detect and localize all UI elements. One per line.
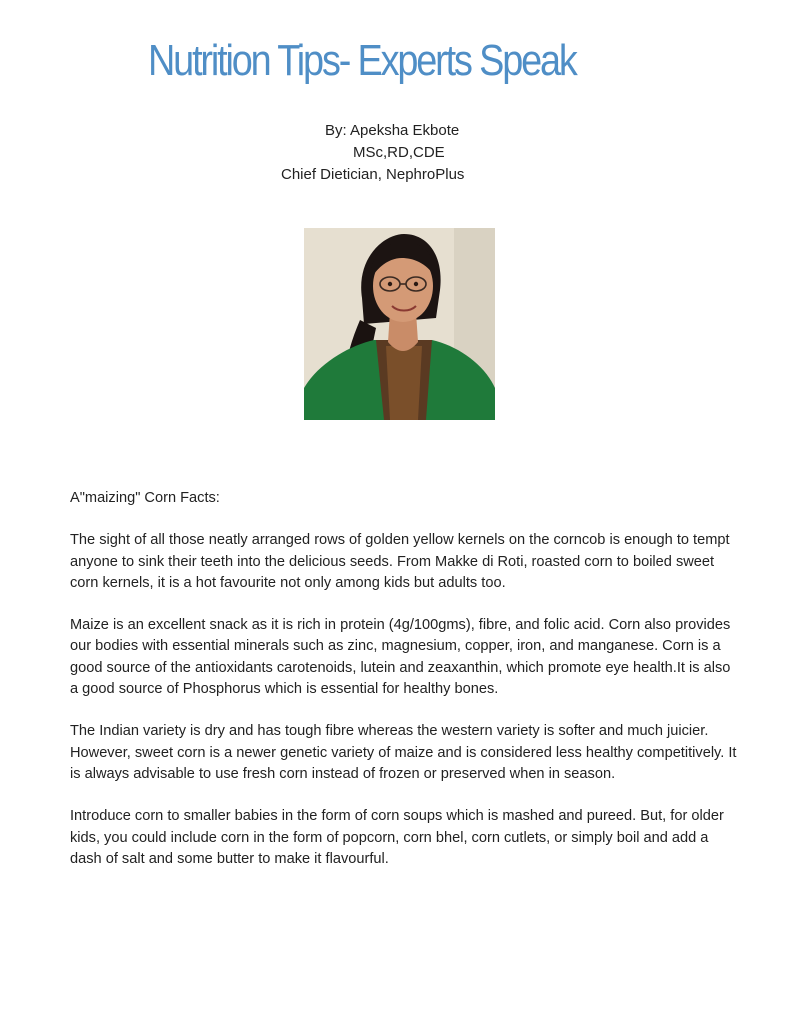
byline-role: Chief Dietician, NephroPlus — [281, 166, 465, 183]
article-heading: A"maizing" Corn Facts: — [70, 490, 220, 506]
article-paragraph: Maize is an excellent snack as it is rich in protein (4g/100gms), fibre, and folic acid. Corn also provides our bodies with essential minerals such as zinc, magnesium, copper, iron, and manganese. Corn is a good source of the antioxidants carotenoids, lutein and zeaxanthin, which promote eye health.It is also a good source of Phosphorus which is essential for healthy bones. — [70, 617, 731, 698]
article-paragraph: The Indian variety is dry and has tough fibre whereas the western variety is softer and much juicier. However, sweet corn is a newer genetic variety of maize and is considered less healthy competitively. It is always advisable to use fresh corn instead of frozen or preserved when in season. — [70, 723, 737, 782]
byline-credentials: MSc,RD,CDE — [353, 144, 445, 161]
article-paragraph: The sight of all those neatly arranged rows of golden yellow kernels on the corncob is enough to tempt anyone to sink their teeth into the delicious seeds. From Makke di Roti, roasted corn to boiled sweet corn kernels, it is a hot favourite not only among kids but adults too. — [70, 532, 730, 591]
byline-author: By: Apeksha Ekbote — [325, 122, 460, 139]
author-portrait-icon — [304, 228, 495, 420]
author-photo — [304, 228, 495, 420]
article-body — [70, 488, 740, 891]
page-title: Nutrition Tips- Experts Speak — [148, 36, 576, 85]
article-paragraph: Introduce corn to smaller babies in the form of corn soups which is mashed and pureed. But, for older kids, you could include corn in the form of popcorn, corn bhel, corn cutlets, or simply boil and add a dash of salt and some butter to make it flavourful. — [70, 808, 724, 867]
